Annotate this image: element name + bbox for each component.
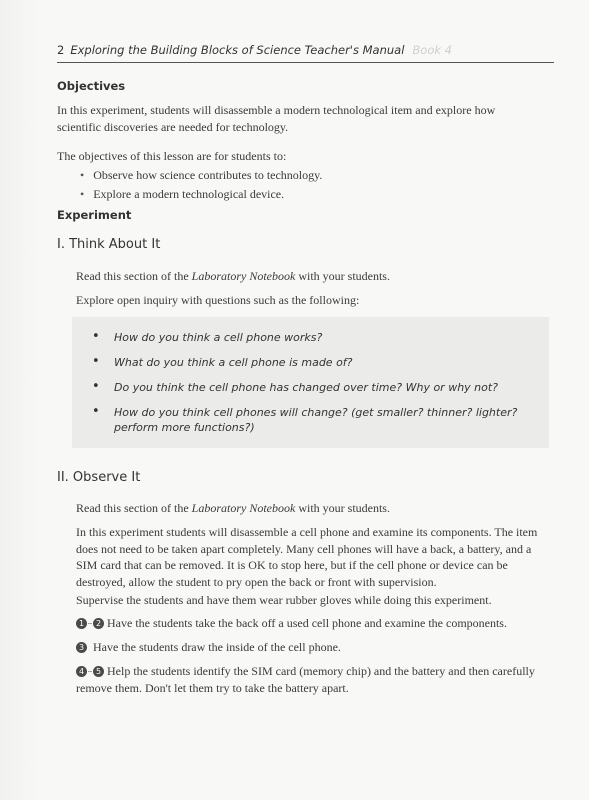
running-header: [57, 43, 553, 61]
think-read-text: Read this section of the: [76, 269, 192, 283]
questions-list: [92, 330, 542, 445]
question-item: • How do you think cell phones will change? (get smaller? thinner? lighter? perform more functions?): [92, 405, 542, 435]
step-4-5: 4 – 5 Help the students identify the SIM card (memory chip) and the battery and then carefully remove them. Don't let them try to take the battery apart.: [76, 664, 535, 695]
step-number-badge: 5: [93, 666, 104, 677]
header-book: Book 4: [412, 43, 452, 57]
step-number-badge: 2: [93, 618, 104, 629]
question-item: • How do you think a cell phone works?: [92, 330, 542, 345]
objectives-lead: The objectives of this lesson are for students to:: [57, 149, 287, 163]
step-3: [76, 639, 546, 656]
step-text: Have the students draw the inside of the cell phone.: [93, 640, 341, 654]
observe-intro-paragraph: In this experiment students will disassemble a cell phone and examine its components. The item does not need to be taken apart completely. Many cell phones will have a back, a battery, and a SIM card that can be removed. It is OK to stop here, but if the cell phone or device can be destroyed, allow the student to pry open the back or front with supervision.: [76, 525, 538, 589]
observe-read-paragraph: [76, 500, 546, 517]
objectives-heading: Objectives: [57, 79, 126, 93]
question-item: • What do you think a cell phone is made of?: [92, 355, 542, 370]
page-number: 2: [57, 43, 65, 57]
lab-notebook-title: Laboratory Notebook: [191, 269, 296, 283]
think-read-text-end: with your students.: [295, 269, 390, 283]
step-text: Help the students identify the SIM card (memory chip) and the battery and then carefully remove them. Don't let them try to take the battery apart.: [76, 664, 535, 695]
objectives-list: [80, 166, 322, 204]
section-observe-heading: II. Observe It: [57, 470, 141, 485]
think-inquiry-paragraph: Explore open inquiry with questions such as the following:: [76, 293, 360, 307]
observe-read-text-end: with your students.: [295, 501, 390, 515]
objectives-intro: In this experiment, students will disassemble a modern technological item and explore how scientific discoveries are needed for technology.: [57, 103, 496, 134]
question-item: • Do you think the cell phone has changed over time? Why or why not?: [92, 380, 542, 395]
experiment-heading: Experiment: [57, 208, 132, 222]
observe-gloves-paragraph: Supervise the students and have them wear rubber gloves while doing this experiment.: [76, 593, 492, 607]
step-text: Have the students take the back off a used cell phone and examine the components.: [107, 616, 507, 630]
section-think-heading: I. Think About It: [57, 237, 161, 252]
observe-read-text: Read this section of the: [76, 501, 192, 515]
header-title: Exploring the Building Blocks of Science Teacher's Manual: [70, 43, 405, 57]
objective-item: • Observe how science contributes to technology.: [80, 166, 322, 185]
step-number-badge: 3: [76, 642, 87, 653]
step-number-badge: 1: [76, 618, 87, 629]
step-number-badge: 4: [76, 666, 87, 677]
lab-notebook-title: Laboratory Notebook: [191, 501, 296, 515]
header-rule: [57, 62, 554, 63]
objective-item: • Explore a modern technological device.: [80, 185, 322, 204]
think-read-paragraph: [76, 268, 546, 285]
step-1-2: 1 – 2 Have the students take the back off a used cell phone and examine the components.: [76, 615, 546, 632]
